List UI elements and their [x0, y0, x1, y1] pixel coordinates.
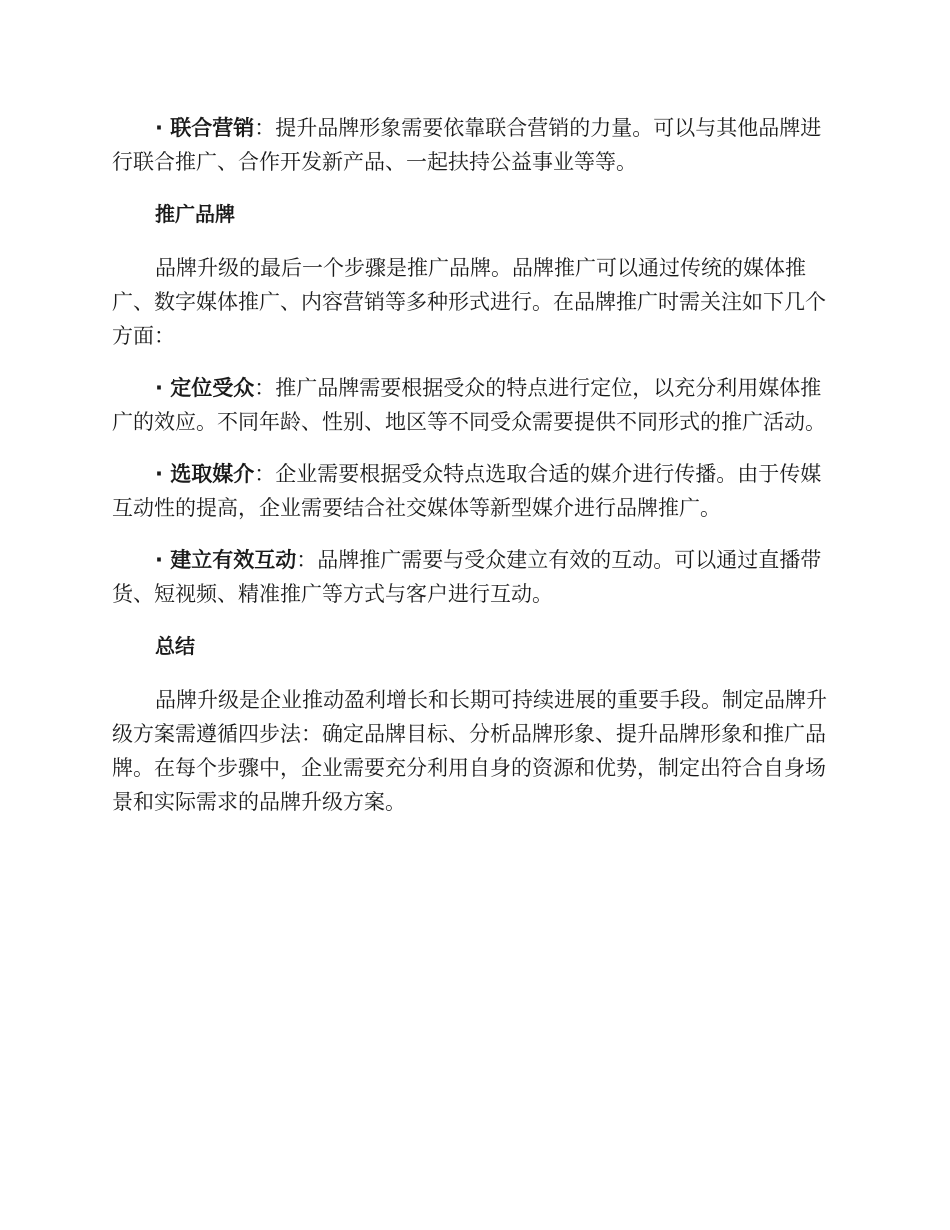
bullet-lead: · 联合营销 — [155, 116, 255, 140]
bullet-lead: · 定位受众 — [155, 376, 255, 400]
bullet-target-audience — [112, 371, 838, 439]
bullet-text: ：推广品牌需要根据受众的特点进行定位，以充分利用媒体推广的效应。不同年龄、性别、地区等不同受众需要提供不同形式的推广活动。 — [112, 376, 826, 434]
bullet-lead: · 建立有效互动 — [155, 548, 297, 572]
bullet-interaction — [112, 543, 838, 611]
paragraph-summary: 品牌升级是企业推动盈利增长和长期可持续进展的重要手段。制定品牌升级方案需遵循四步法：确定品牌目标、分析品牌形象、提升品牌形象和推广品牌。在每个步骤中，企业需要充分利用自身的资源和优势，制定出符合自身场景和实际需求的品牌升级方案。 — [112, 688, 827, 814]
bullet-text: ：企业需要根据受众特点选取合适的媒介进行传播。由于传媒互动性的提高，企业需要结合社交媒体等新型媒介进行品牌推广。 — [112, 462, 822, 520]
bullet-text: ：品牌推广需要与受众建立有效的互动。可以通过直播带货、短视频、精准推广等方式与客户进行互动。 — [112, 548, 822, 606]
section-heading-promote: 推广品牌 — [155, 202, 235, 226]
bullet-joint-marketing — [112, 111, 838, 179]
section-heading-summary: 总结 — [155, 634, 195, 658]
bullet-text: ：提升品牌形象需要依靠联合营销的力量。可以与其他品牌进行联合推广、合作开发新产品、一起扶持公益事业等等。 — [112, 116, 822, 174]
paragraph-promote-intro: 品牌升级的最后一个步骤是推广品牌。品牌推广可以通过传统的媒体推广、数字媒体推广、内容营销等多种形式进行。在品牌推广时需关注如下几个方面： — [112, 256, 826, 348]
bullet-choose-media — [112, 457, 838, 525]
bullet-lead: · 选取媒介 — [155, 462, 255, 486]
